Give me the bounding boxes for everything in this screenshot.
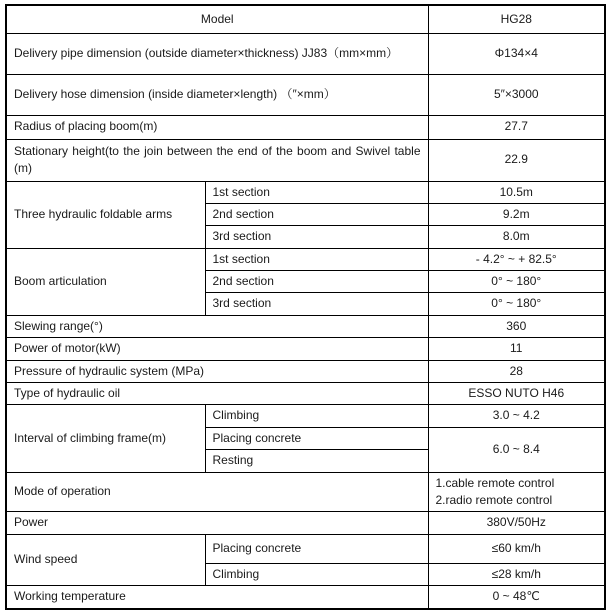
mode-of-operation-line2: 2.radio remote control: [435, 492, 553, 507]
row-label-foldable-arms: Three hydraulic foldable arms: [6, 181, 205, 248]
row-label-boom-articulation: Boom articulation: [6, 248, 205, 315]
table-row: [6, 472, 605, 512]
row-value-wind-climbing: ≤28 km/h: [428, 563, 605, 585]
row-label-wind-speed: Wind speed: [6, 534, 205, 585]
row-value-arms-3rd: 8.0m: [428, 226, 605, 248]
row-label-climbing-interval: Interval of climbing frame(m): [6, 405, 205, 472]
row-sublabel-interval-placing: Placing concrete: [205, 427, 428, 449]
row-value-arms-2nd: 9.2m: [428, 203, 605, 225]
row-value-slewing-range: 360: [428, 315, 605, 337]
row-label-mode-of-operation: Mode of operation: [6, 472, 428, 512]
row-value-interval-climbing: 3.0 ~ 4.2: [428, 405, 605, 427]
table-row: [6, 512, 605, 534]
row-label-hydraulic-pressure: Pressure of hydraulic system (MPa): [6, 360, 428, 382]
row-sublabel-articulation-1st: 1st section: [205, 248, 428, 270]
table-row: [6, 534, 605, 563]
table-row: [6, 383, 605, 405]
row-value-delivery-hose: 5″×3000: [428, 74, 605, 115]
row-value-hydraulic-pressure: 28: [428, 360, 605, 382]
table-row: [6, 181, 605, 203]
row-sublabel-interval-resting: Resting: [205, 450, 428, 472]
row-value-power: 380V/50Hz: [428, 512, 605, 534]
row-value-wind-placing: ≤60 km/h: [428, 534, 605, 563]
row-value-interval-placing-resting: 6.0 ~ 8.4: [428, 427, 605, 472]
table-row: [6, 405, 605, 427]
row-label-stationary-height: Stationary height(to the join between the end of the boom and Swivel table (m): [6, 139, 428, 181]
mode-of-operation-line1: 1.cable remote control: [435, 475, 555, 490]
row-sublabel-articulation-2nd: 2nd section: [205, 271, 428, 293]
row-sublabel-articulation-3rd: 3rd section: [205, 293, 428, 315]
row-value-stationary-height: 22.9: [428, 139, 605, 181]
row-value-motor-power: 11: [428, 338, 605, 360]
row-value-hydraulic-oil: ESSO NUTO H46: [428, 383, 605, 405]
table-row: [6, 5, 605, 33]
table-row: [6, 248, 605, 270]
row-sublabel-wind-climbing: Climbing: [205, 563, 428, 585]
row-value-arms-1st: 10.5m: [428, 181, 605, 203]
row-label-working-temperature: Working temperature: [6, 586, 428, 609]
table-row: [6, 315, 605, 337]
row-value-mode-of-operation: [428, 472, 605, 512]
table-row: [6, 115, 605, 139]
row-label-radius: Radius of placing boom(m): [6, 115, 428, 139]
table-row: [6, 139, 605, 181]
table-row: [6, 338, 605, 360]
row-label-motor-power: Power of motor(kW): [6, 338, 428, 360]
row-value-articulation-1st: - 4.2° ~ + 82.5°: [428, 248, 605, 270]
table-row: [6, 586, 605, 609]
row-value-radius: 27.7: [428, 115, 605, 139]
row-sublabel-interval-climbing: Climbing: [205, 405, 428, 427]
row-sublabel-wind-placing: Placing concrete: [205, 534, 428, 563]
table-row: [6, 74, 605, 115]
row-sublabel-arms-3rd: 3rd section: [205, 226, 428, 248]
table-row: [6, 360, 605, 382]
table-row: [6, 33, 605, 74]
row-value-working-temperature: 0 ~ 48℃: [428, 586, 605, 609]
row-value-articulation-2nd: 0° ~ 180°: [428, 271, 605, 293]
row-label-delivery-hose: Delivery hose dimension (inside diameter×length) （″×mm）: [6, 74, 428, 115]
row-sublabel-arms-1st: 1st section: [205, 181, 428, 203]
row-label-model: Model: [6, 5, 428, 33]
row-label-hydraulic-oil: Type of hydraulic oil: [6, 383, 428, 405]
spec-table: [5, 4, 606, 610]
row-sublabel-arms-2nd: 2nd section: [205, 203, 428, 225]
row-label-power: Power: [6, 512, 428, 534]
row-value-model: HG28: [428, 5, 605, 33]
row-label-slewing-range: Slewing range(°): [6, 315, 428, 337]
row-label-delivery-pipe: Delivery pipe dimension (outside diameter×thickness) JJ83（mm×mm）: [6, 33, 428, 74]
row-value-delivery-pipe: Φ134×4: [428, 33, 605, 74]
row-value-articulation-3rd: 0° ~ 180°: [428, 293, 605, 315]
